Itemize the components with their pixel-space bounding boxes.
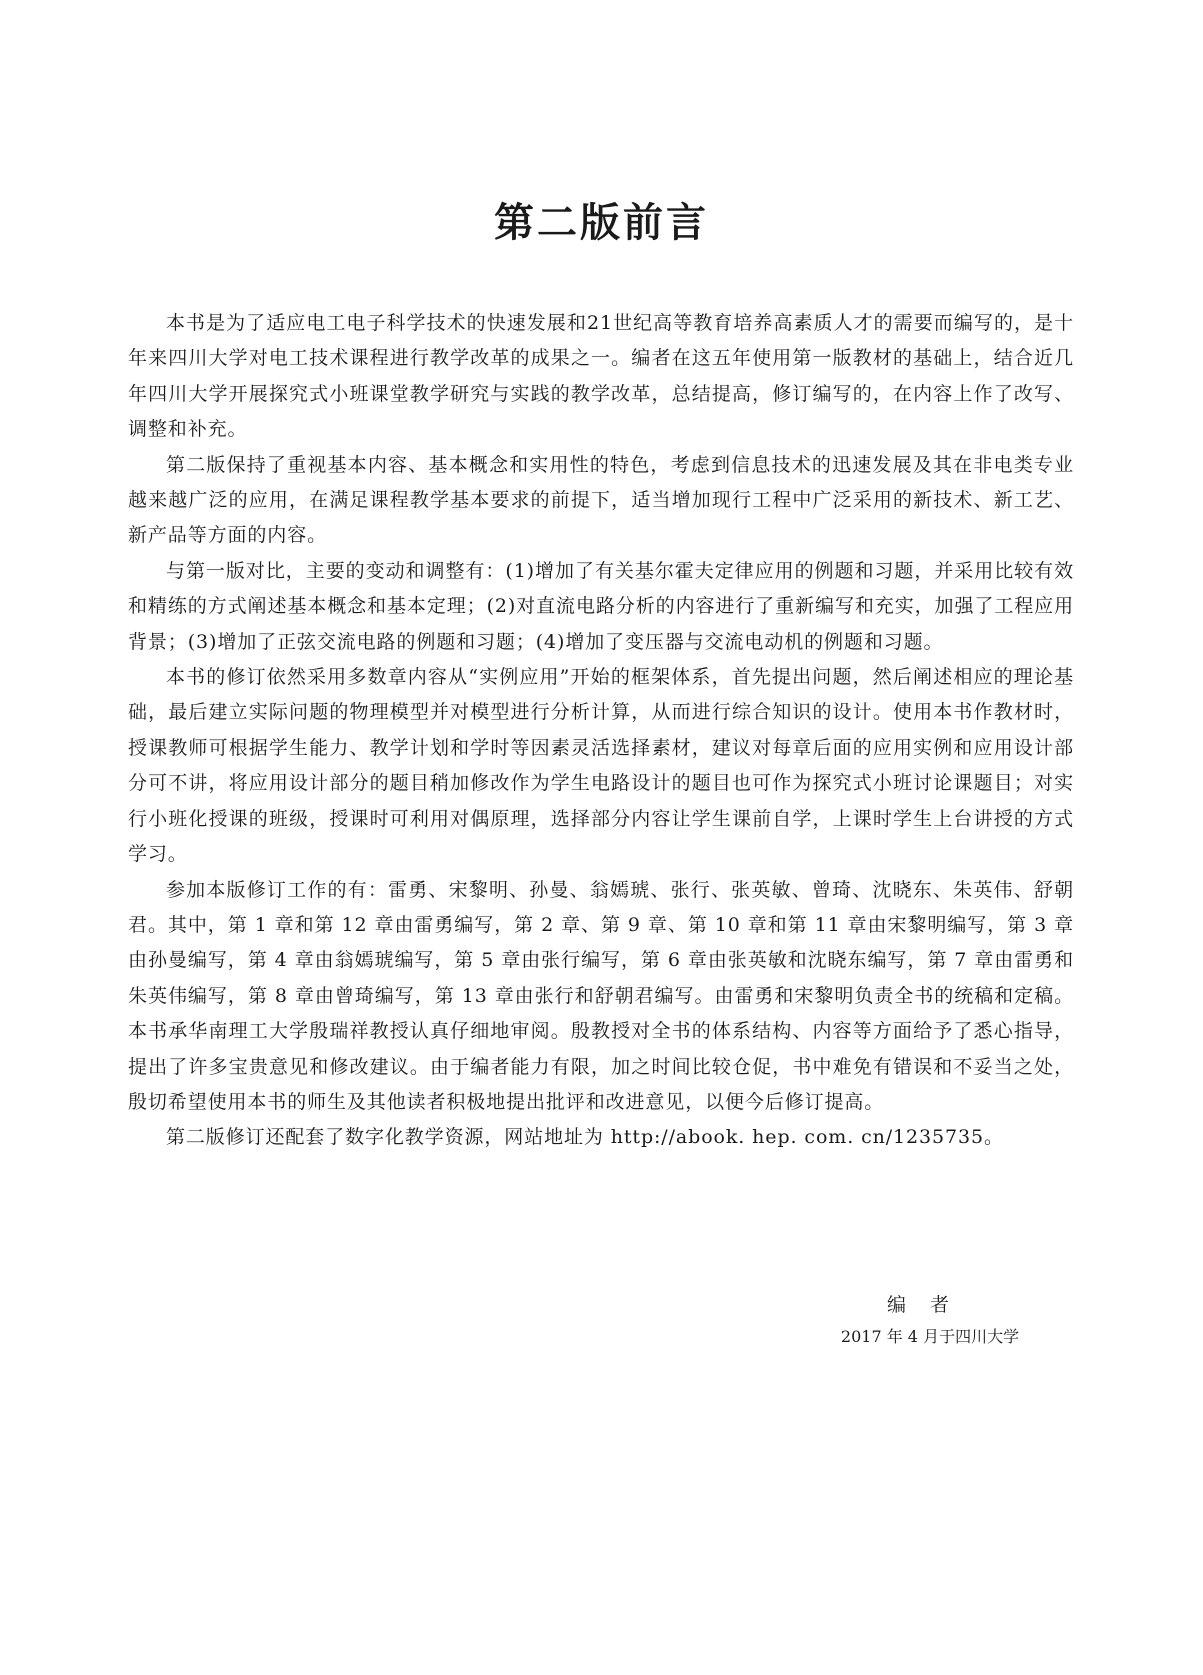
paragraph-5: 参加本版修订工作的有：雷勇、宋黎明、孙曼、翁嫣琥、张行、张英敏、曾琦、沈晓东、朱英伟、舒朝君。其中，第 1 章和第 12 章由雷勇编写，第 2 章、第 9 章、第 10 章和第 11 章由宋黎明编写，第 3 章由孙曼编写，第 4 章由翁嫣琥编写，第 5 章由张行编写，第 6 章由张英敏和沈晓东编写，第 7 章由雷勇和朱英伟编写，第 8 章由曾琦编写，第 13 章由张行和舒朝君编写。由雷勇和宋黎明负责全书的统稿和定稿。本书承华南理工大学殷瑞祥教授认真仔细地审阅。殷教授对全书的体系结构、内容等方面给予了悉心指导，提出了许多宝贵意见和修改建议。由于编者能力有限，加之时间比较仓促，书中难免有错误和不妥当之处，殷切希望使用本书的师生及其他读者积极地提出批评和改进意见，以便今后修订提高。 <box>128 878 1074 1113</box>
signature-date: 2017 年 4 月于四川大学 <box>840 1327 1020 1346</box>
author-signature: 编者 <box>886 1294 973 1316</box>
page-title: 第二版前言 <box>494 200 709 246</box>
preface-body <box>128 306 1074 1156</box>
paragraph-6: 第二版修订还配套了数字化教学资源，网站地址为 http://abook. hep. com. cn/1235735。 <box>166 1126 1004 1149</box>
paragraph-2: 第二版保持了重视基本内容、基本概念和实用性的特色，考虑到信息技术的迅速发展及其在非电类专业越来越广泛的应用，在满足课程教学基本要求的前提下，适当增加现行工程中广泛采用的新技术、新工艺、新产品等方面的内容。 <box>128 453 1074 547</box>
paragraph-3: 与第一版对比，主要的变动和调整有：(1)增加了有关基尔霍夫定律应用的例题和习题，并采用比较有效和精练的方式阐述基本概念和基本定理；(2)对直流电路分析的内容进行了重新编写和充实，加强了工程应用背景；(3)增加了正弦交流电路的例题和习题；(4)增加了变压器与交流电动机的例题和习题。 <box>128 559 1074 653</box>
paragraph-4: 本书的修订依然采用多数章内容从“实例应用”开始的框架体系，首先提出问题，然后阐述相应的理论基础，最后建立实际问题的物理模型并对模型进行分析计算，从而进行综合知识的设计。使用本书作教材时，授课教师可根据学生能力、教学计划和学时等因素灵活选择素材，建议对每章后面的应用实例和应用设计部分可不讲，将应用设计部分的题目稍加修改作为学生电路设计的题目也可作为探究式小班讨论课题目；对实行小班化授课的班级，授课时可利用对偶原理，选择部分内容让学生课前自学，上课时学生上台讲授的方式学习。 <box>128 666 1074 866</box>
paragraph-1: 本书是为了适应电工电子科学技术的快速发展和21世纪高等教育培养高素质人才的需要而编写的，是十年来四川大学对电工技术课程进行教学改革的成果之一。编者在这五年使用第一版教材的基础上，结合近几年四川大学开展探究式小班课堂教学研究与实践的教学改革，总结提高，修订编写的，在内容上作了改写、调整和补充。 <box>128 312 1074 441</box>
